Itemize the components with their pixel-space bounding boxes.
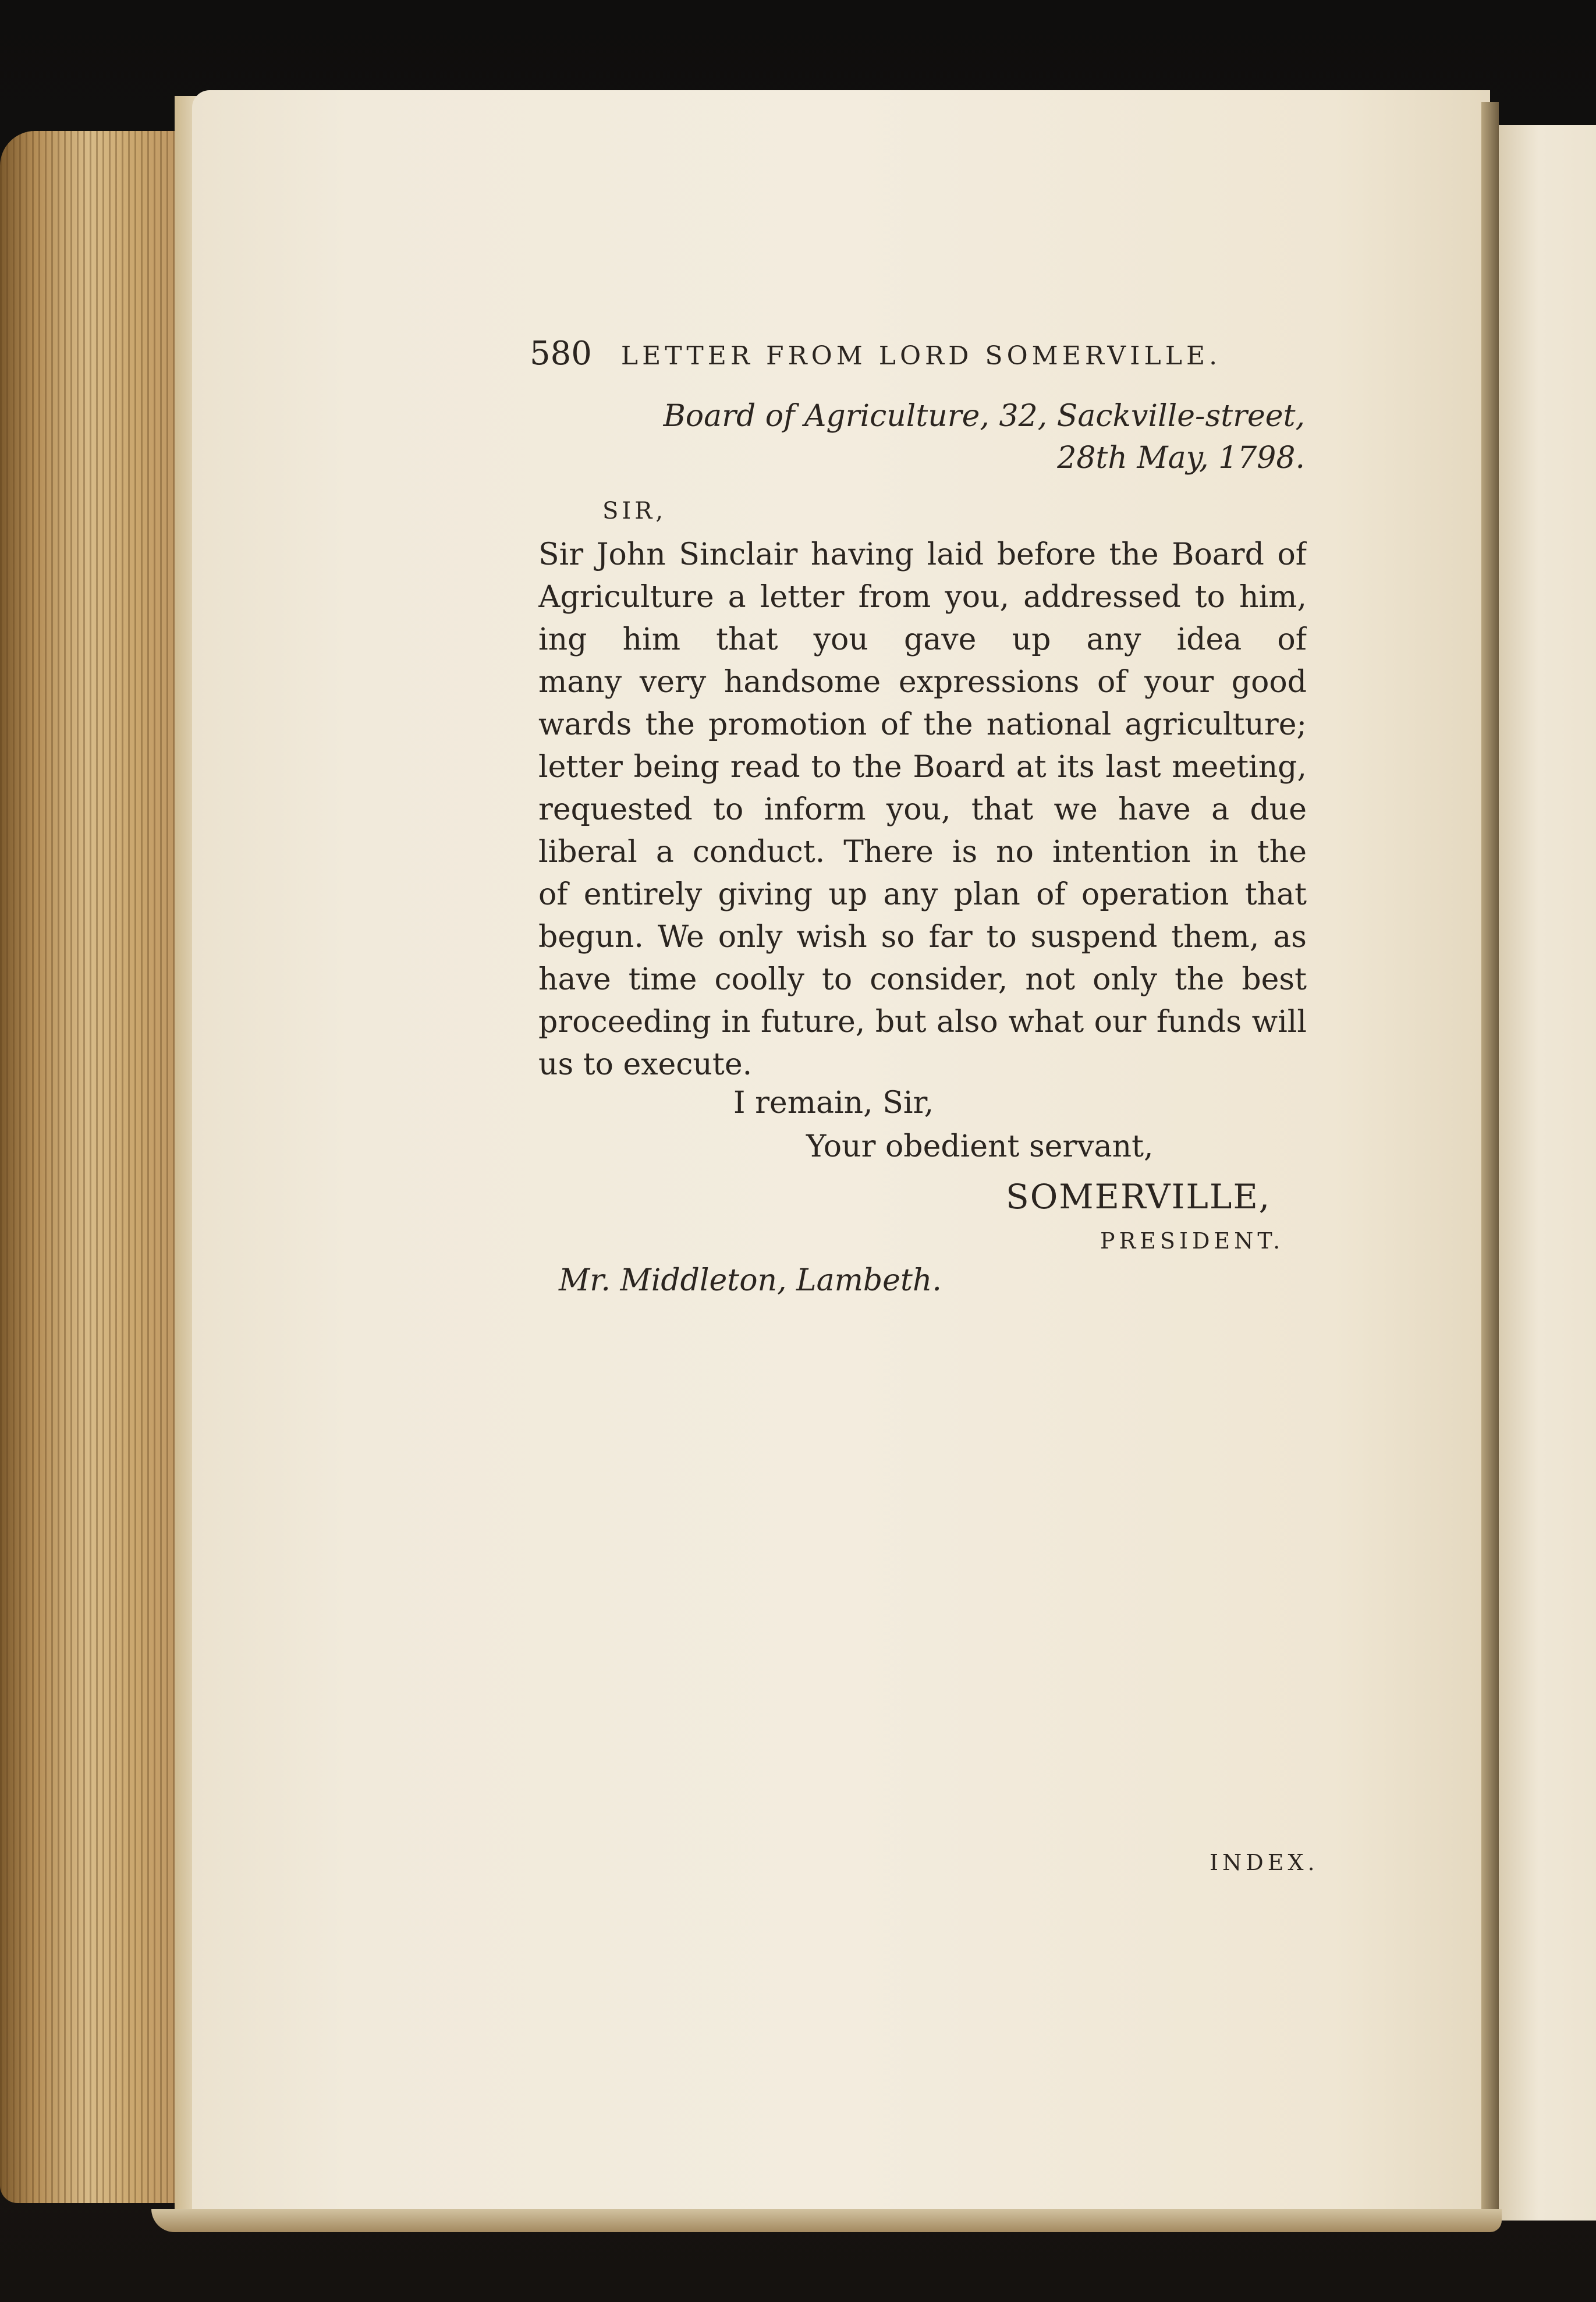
body-line: many very handsome expressions of your good: [538, 665, 1307, 700]
page-number: 580: [530, 335, 592, 373]
catchword: INDEX.: [1210, 1850, 1319, 1875]
book-gutter: [1481, 102, 1499, 2221]
running-head-title: LETTER FROM LORD SOMERVILLE.: [620, 341, 1222, 371]
body-line: begun. We only wish so far to suspend them, as: [538, 920, 1307, 955]
body-line: letter being read to the Board at its last meeting,: [538, 750, 1307, 785]
signature: SOMERVILLE,: [1006, 1177, 1271, 1216]
facing-page-edge: [1499, 125, 1596, 2221]
letter-body: [538, 534, 1307, 1086]
body-line: proceeding in future, but also what our funds will: [538, 1005, 1307, 1040]
body-line: ing him that you gave up any idea of: [538, 622, 1307, 657]
body-line: wards the promotion of the national agriculture;: [538, 707, 1307, 742]
body-line: have time coolly to consider, not only the best: [538, 962, 1307, 997]
salutation: SIR,: [602, 498, 667, 524]
page-bottom-edge: [151, 2209, 1502, 2232]
body-line: requested to inform you, that we have a due: [538, 792, 1307, 827]
dateline-place: Board of Agriculture, 32, Sackville-street,: [663, 399, 1305, 434]
dateline-date: 28th May, 1798.: [1057, 441, 1305, 476]
page-edges-left: [0, 131, 198, 2203]
closing-remain: I remain, Sir,: [733, 1086, 934, 1120]
body-line: Sir John Sinclair having laid before the Board of: [538, 537, 1307, 572]
addressee: Mr. Middleton, Lambeth.: [559, 1263, 942, 1298]
signature-title: PRESIDENT.: [1100, 1228, 1285, 1254]
running-head: [530, 335, 1221, 373]
body-line: liberal a conduct. There is no intention in the: [538, 835, 1307, 870]
body-line: Agriculture a letter from you, addressed to him,: [538, 580, 1307, 615]
body-line: us to execute.: [538, 1047, 753, 1082]
closing-servant: Your obedient servant,: [806, 1129, 1154, 1164]
body-line: of entirely giving up any plan of operation that: [538, 877, 1307, 912]
